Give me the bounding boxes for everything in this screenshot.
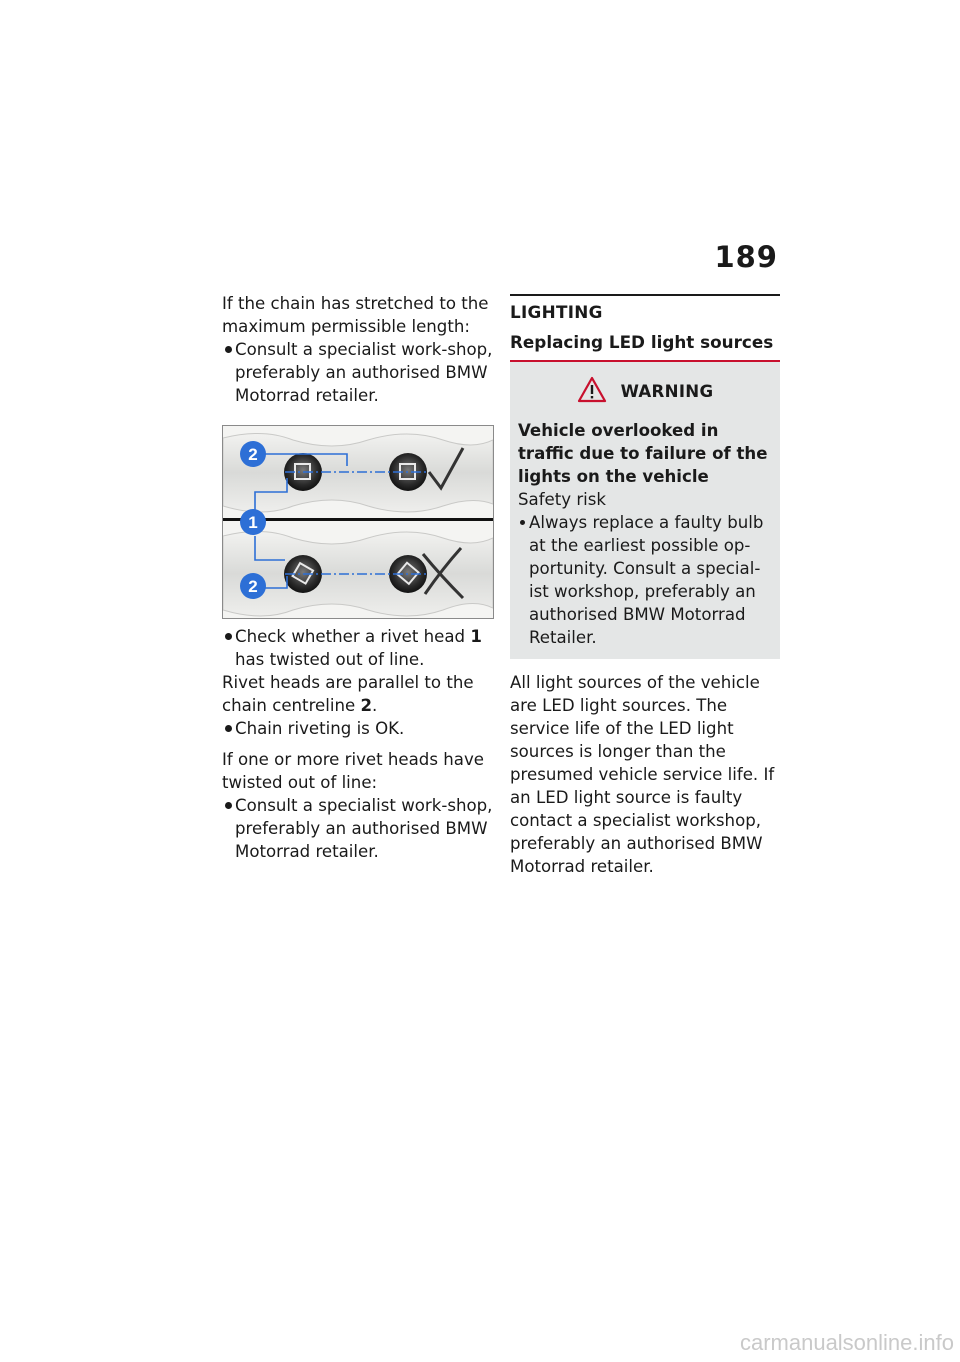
list-item: Check whether a rivet head 1 has twisted out of line. [222,625,494,671]
body-paragraph: All light sources of the vehicle are LED light sources. The service life of the LED light sources is longer than the presumed vehicle service life. If an LED light source is faulty contact a specialist workshop, preferably an authorised BMW Motorrad retailer. [510,673,775,876]
list-item: Consult a specialist work-shop, preferably an authorised BMW Motorrad retailer. [222,338,494,407]
chain-rivet-figure [222,425,494,619]
warning-header [518,376,772,407]
bullet-dot-icon [222,717,235,740]
warning-box [510,362,780,659]
intro-paragraph: If the chain has stretched to the maximum permissible length: [222,294,489,336]
bullet-dot-icon [222,794,235,863]
page-number: 189 [714,240,778,274]
list-item: Always replace a faulty bulb at the earliest possible op-portunity. Consult a special-ist workshop, preferably an authorised BMW Motorrad Retailer. [518,511,772,649]
ref-number: 1 [470,627,482,646]
bullet-dot-icon [518,511,529,649]
condition-paragraph: If one or more rivet heads have twisted out of line: [222,750,484,792]
bullet-dot-icon [222,625,235,671]
ref-number: 2 [360,696,373,715]
callout-label: 2 [248,445,258,464]
callout-label: 2 [248,577,258,596]
bullet-dot-icon [222,338,235,407]
footer-watermark: carmanualsonline.info [739,1330,954,1355]
chain-illustration [223,426,493,618]
callout-label: 1 [248,513,258,532]
warning-label: WARNING [620,382,714,401]
warning-title: Vehicle overlooked in traffic due to failure of the lights on the vehicle [518,421,768,486]
list-item: Chain riveting is OK. [222,717,494,740]
sub-title: Replacing LED light sources [510,332,780,362]
warning-triangle-icon [577,376,607,407]
section-title: LIGHTING [510,294,780,322]
warning-risk: Safety risk [518,490,607,509]
right-column [510,292,780,878]
list-item: Consult a specialist work-shop, preferably an authorised BMW Motorrad retailer. [222,794,494,863]
left-column [222,292,494,863]
result-paragraph: Rivet heads are parallel to the chain centreline 2. [222,673,474,715]
